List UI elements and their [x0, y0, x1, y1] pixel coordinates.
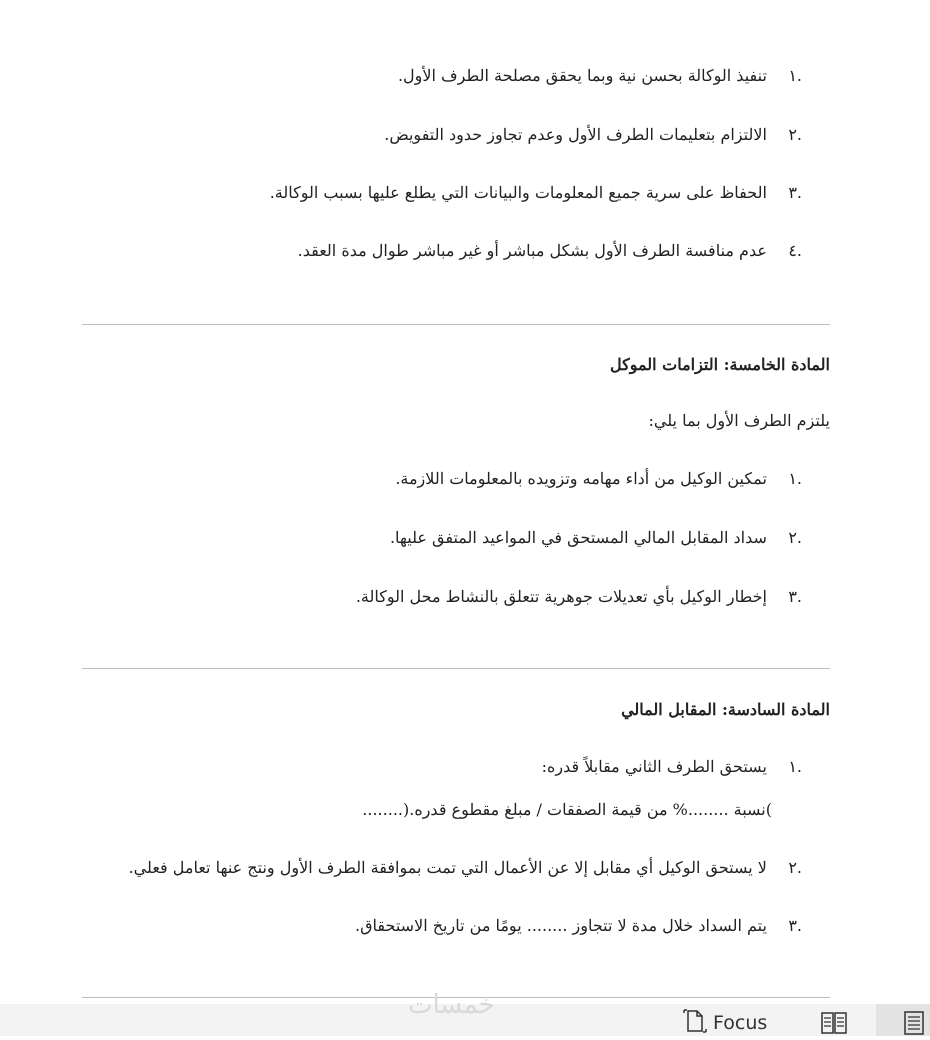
read-mode-button[interactable]: [820, 1010, 848, 1036]
article-heading: المادة الخامسة: التزامات الموكل: [609, 355, 830, 374]
list-item: .١ تمكين الوكيل من أداء مهامه وتزويده بالمعلومات اللازمة.: [395, 469, 802, 488]
article-heading: المادة السادسة: المقابل المالي: [621, 700, 830, 719]
list-item: .٢ سداد المقابل المالي المستحق في المواعيد المتفق عليها.: [389, 528, 802, 547]
list-item: .٤ عدم منافسة الطرف الأول بشكل مباشر أو غير مباشر طوال مدة العقد.: [297, 241, 802, 260]
section-divider: [82, 668, 830, 669]
print-layout-button[interactable]: [876, 1004, 930, 1036]
focus-label: Focus: [713, 1012, 768, 1034]
list-item: .٣ الحفاظ على سرية جميع المعلومات والبيانات التي يطلع عليها بسبب الوكالة.: [269, 183, 802, 202]
list-item: .٣ إخطار الوكيل بأي تعديلات جوهرية تتعلق بالنشاط محل الوكالة.: [355, 587, 802, 606]
article-intro: يلتزم الطرف الأول بما يلي:: [648, 411, 830, 430]
section-divider: [82, 324, 830, 325]
list-item: .٣ يتم السداد خلال مدة لا تتجاوز ........ يومًا من تاريخ الاستحقاق.: [355, 916, 802, 935]
list-item: .١ تنفيذ الوكالة بحسن نية وبما يحقق مصلحة الطرف الأول.: [397, 66, 802, 85]
list-item: .١ يستحق الطرف الثاني مقابلاً قدره:: [541, 757, 802, 776]
list-item: .٢ لا يستحق الوكيل أي مقابل إلا عن الأعمال التي تمت بموافقة الطرف الأول ونتج عنها تعامل فعلي.: [128, 858, 802, 877]
focus-mode-button[interactable]: [683, 1010, 767, 1036]
watermark: خمسات: [408, 990, 495, 1020]
list-item-subline: )نسبة ........% من قيمة الصفقات / مبلغ مقطوع قدره.(........: [362, 800, 772, 819]
list-item: .٢ الالتزام بتعليمات الطرف الأول وعدم تجاوز حدود التفويض.: [384, 125, 802, 144]
focus-page-icon: [683, 1009, 707, 1038]
read-mode-icon: [820, 1021, 848, 1040]
status-bar: [0, 990, 930, 1036]
